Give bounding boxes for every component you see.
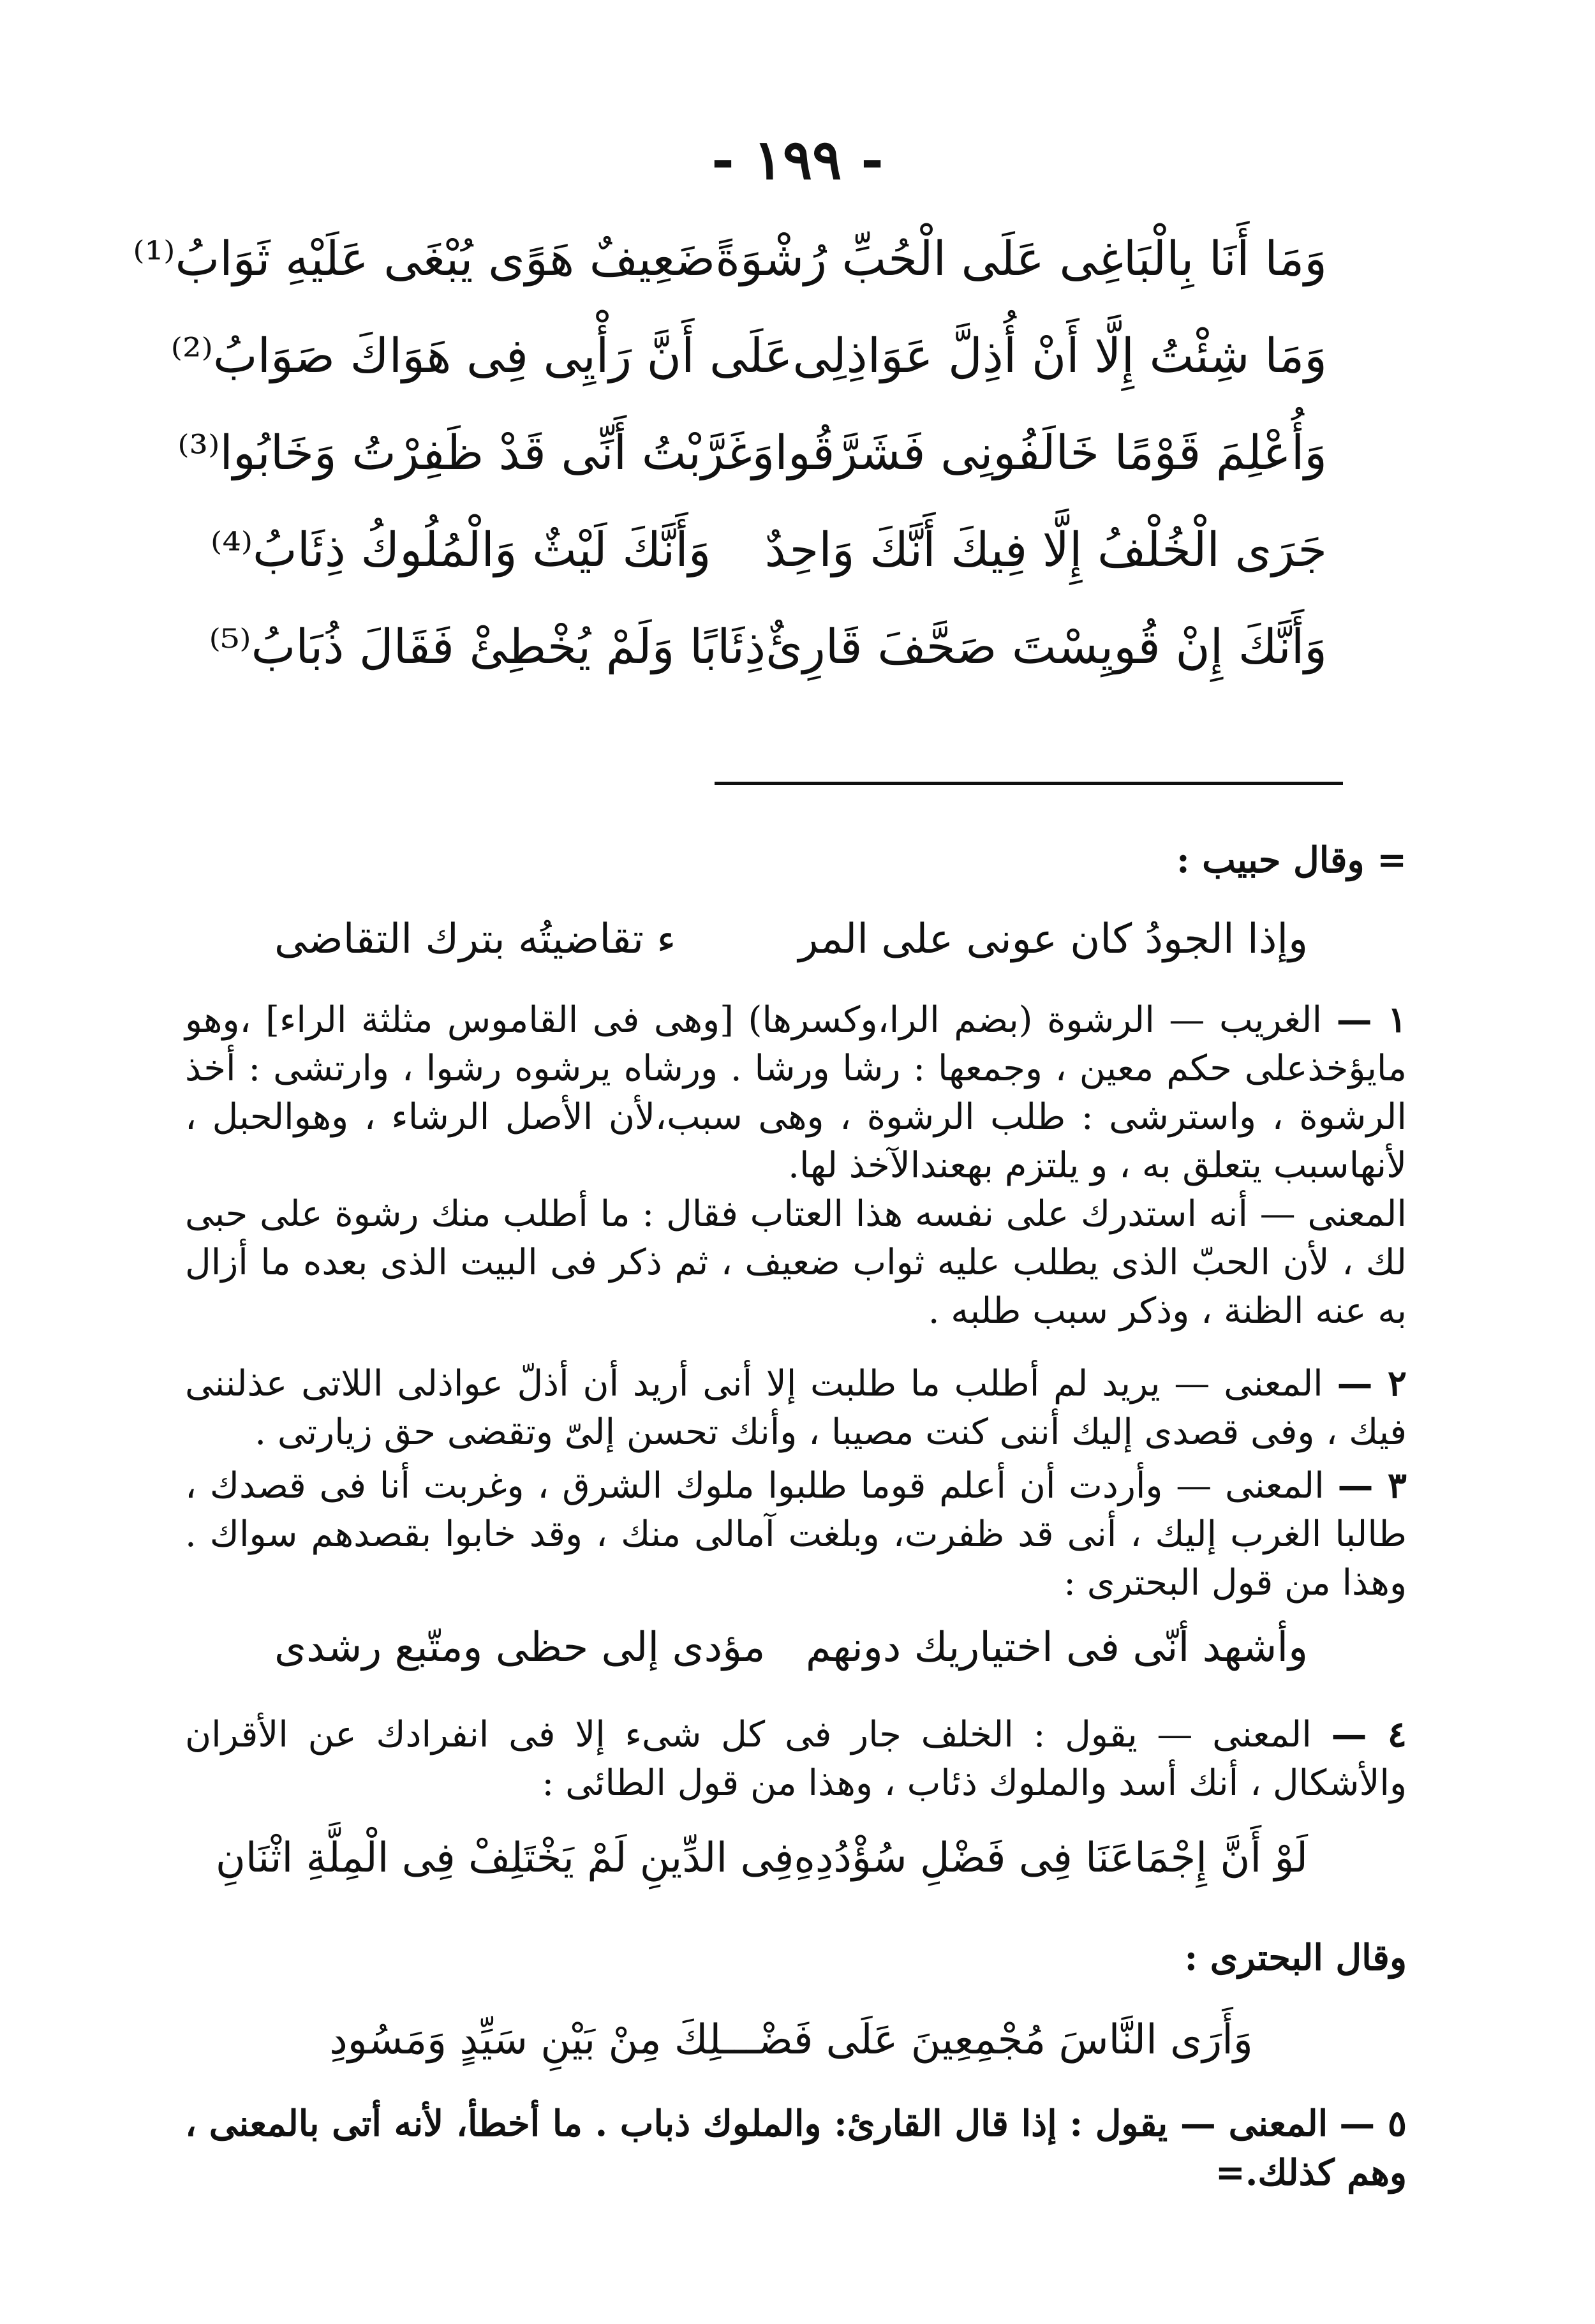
couplet-buhturi-1-first: وأشهد أنّى فى اختياريك دونهم (805, 1624, 1308, 1671)
couplet-tai-second: فِى الدِّينِ لَمْ يَخْتَلِفْ فِى الْمِلَّةِ اثْنَانِ (215, 1835, 794, 1882)
footnote-4-text: المعنى — يقول : الخلف جار فى كل شىء إلا فى انفرادك عن الأقران والأشكال ، أنك أسد والملوك ذئاب ، وهذا من قول الطائى : (185, 1714, 1407, 1804)
verse-3-first-hemistich: وَأُعْلِمَ قَوْمًا خَالَفُونِى فَشَرَّقُوا (775, 426, 1327, 480)
footnote-3 (185, 1461, 1407, 1607)
intro-habib-text: = وقال حبيب : (1176, 839, 1407, 881)
footnote-4-number: ٤ — (1331, 1713, 1407, 1755)
verse-4 (211, 502, 1327, 599)
footnote-1 (185, 995, 1407, 1336)
footnote-1-text: الغريب — الرشوة (بضم الرا،وكسرها) [وهى فى القاموس مثلثة الراء] ،وهو مايؤخذعلى حكم معين ، وجمعها : رشا ورشا . ورشاه يرشوه رشوا ، وارتشى : أخذ الرشوة ، واسترشى : طلب الرشوة ، وهى سبب،لأن الأصل الرشاء ، وهوالحبل ، لأنهاسبب يتعلق به ، و يلتزم بهعندالآخذ لها. (185, 999, 1407, 1186)
verse-2-first-hemistich: وَمَا شِئْتُ إِلَّا أَنْ أُذِلَّ عَوَاذِلِى (792, 329, 1327, 384)
intro-habib (185, 836, 1407, 884)
couplet-habib (274, 916, 1308, 963)
intro-buhturi-text: وقال البحترى : (1184, 1937, 1407, 1979)
couplet-buhturi-2-text: وَأَرَى النَّاسَ مُجْمِعِينَ عَلَى فَضْـــلِكَ مِنْ بَيْنِ سَيِّدٍ وَمَسُودِ (329, 2016, 1253, 2064)
verse-4-second-hemistich: وَأَنَّكَ لَيْثٌ وَالْمُلُوكُ ذِئَابُ⁽⁴⁾ (211, 523, 711, 577)
couplet-tai (215, 1835, 1308, 1882)
couplet-tai-first: لَوْ أَنَّ إِجْمَاعَنَا فِى فَضْلِ سُؤْدُدِهِ (794, 1835, 1308, 1882)
intro-buhturi (185, 1933, 1407, 1982)
footnote-5-text: المعنى — يقول : إذا قال القارئ: والملوك ذباب . ما أخطأ، لأنه أتى بالمعنى ، وهم كذلك.= (185, 2103, 1407, 2194)
footnote-5 (185, 2099, 1407, 2198)
verse-2 (170, 308, 1327, 405)
verse-3-second-hemistich: وَغَرَّبْتُ أَنِّى قَدْ ظَفِرْتُ وَخَابُوا⁽³⁾ (177, 426, 775, 480)
couplet-habib-first: وإذا الجودُ كان عونى على المر (798, 916, 1308, 963)
footnote-divider (715, 782, 1343, 785)
verse-2-second-hemistich: عَلَى أَنَّ رَأْيِى فِى هَوَاكَ صَوَابُ⁽²⁾ (170, 329, 793, 384)
footnote-1-meaning: المعنى — أنه استدرك على نفسه هذا العتاب فقال : ما أطلب منك رشوة على حبى لك ، لأن الحبّ الذى يطلب عليه ثواب ضعيف ، ثم ذكر فى البيت الذى بعده ما أزال به عنه الظنة ، وذكر سبب طلبه . (185, 1193, 1407, 1332)
verse-4-first-hemistich: جَرَى الْخُلْفُ إِلَّا فِيكَ أَنَّكَ وَاحِدٌ (764, 523, 1327, 577)
footnote-5-number: ٥ — (1339, 2103, 1407, 2145)
footnote-3-text: المعنى — وأردت أن أعلم قوما طلبوا ملوك الشرق ، وغربت أنا فى قصدك ، طالبا الغرب إليك ، أنى قد ظفرت، وبلغت آمالى منك ، وقد خابوا بقصدهم سواك . وهذا من قول البحترى : (185, 1465, 1407, 1604)
footnote-3-number: ٣ — (1337, 1464, 1407, 1507)
couplet-buhturi-2 (274, 2016, 1308, 2064)
page-number: - ١٩٩ - (711, 128, 884, 192)
verse-5-first-hemistich: وَأَنَّكَ إِنْ قُويِسْتَ صَحَّفَ قَارِئٌ (766, 620, 1327, 674)
footnote-2-text: المعنى — يريد لم أطلب ما طلبت إلا أنى أريد أن أذلّ عواذلى اللاتى عذلننى فيك ، وفى قصدى إليك أننى كنت مصيبا ، وأنك تحسن إلىّ وتقضى حق زيارتى . (185, 1363, 1407, 1453)
footnote-2-number: ٢ — (1337, 1362, 1407, 1404)
verse-3 (177, 405, 1327, 502)
couplet-habib-second: ء تقاضيتُه بترك التقاضى (274, 916, 676, 963)
verse-1-second-hemistich: ضَعِيفٌ هَوًى يُبْغَى عَلَيْهِ ثَوَابُ⁽¹⁾ (133, 232, 716, 287)
footnote-4 (185, 1710, 1407, 1808)
footnote-1-number: ١ — (1336, 999, 1407, 1041)
verse-5-second-hemistich: ذِئَابًا وَلَمْ يُخْطِئْ فَقَالَ ذُبَابُ⁽⁵⁾ (209, 620, 766, 674)
verse-5 (211, 599, 1327, 696)
verse-1-first-hemistich: وَمَا أَنَا بِالْبَاغِى عَلَى الْحُبِّ رُشْوَةً (715, 232, 1327, 287)
verse-1 (133, 211, 1327, 308)
couplet-buhturi-1-second: مؤدى إلى حظى ومتّبع رشدى (274, 1624, 766, 1671)
poem (133, 211, 1327, 696)
couplet-buhturi-1 (274, 1624, 1308, 1671)
footnote-2 (185, 1359, 1407, 1457)
